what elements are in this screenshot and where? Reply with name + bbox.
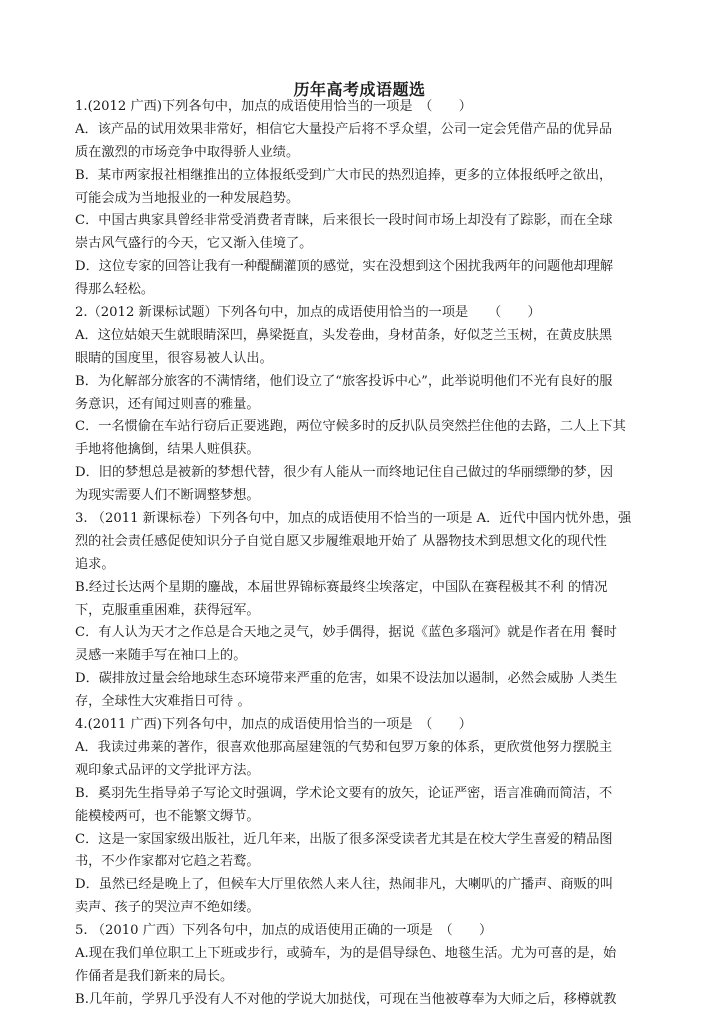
text-line: 存，全球性大灾难指日可待 。	[75, 694, 251, 710]
text-line: 质在激烈的市场竞争中取得骄人业绩。	[75, 144, 300, 160]
text-line: 3. （2011 新课标卷）下列各句中，加点的成语使用不恰当的一项是 A．近代中国内忧外患，强	[75, 511, 632, 527]
text-line: B．奚羽先生指导弟子写论文时强调，学术论文要有的放矢，论证严密，语言准确而简洁，不	[75, 785, 613, 801]
text-line: 崇古风气盛行的今天，它又渐入佳境了。	[75, 236, 313, 252]
text-line: 眼睛的国度里，很容易被人认出。	[75, 350, 273, 366]
text-line: 卖声、孩子的哭泣声不绝如缕。	[75, 900, 260, 916]
text-line: 下，克服重重困难，获得冠军。	[75, 602, 260, 618]
text-line: 务意识，还有闻过则喜的雅量。	[75, 396, 260, 412]
text-line: A.现在我们单位职工上下班或步行，或骑车，为的是倡导绿色、地毯生活。尤为可喜的是，始	[75, 945, 617, 961]
text-line: 能模棱两可，也不能繁文缛节。	[75, 808, 260, 824]
text-line: C．一名惯偷在车站行窃后正要逃跑，两位守候多时的反扒队员突然拦住他的去路，二人上下其	[75, 419, 626, 435]
text-line: B.几年前，学界几乎没有人不对他的学说大加挞伐，可现在当他被尊奉为大师之后，移樽就教	[75, 991, 617, 1007]
text-line: C．有人认为天才之作总是合天地之灵气，妙手偶得，据说《蓝色多瑙河》就是作者在用 餐时	[75, 625, 617, 641]
text-line: 观印象式品评的文学批评方法。	[75, 762, 260, 778]
text-line: 烈的社会责任感促使知识分子自觉自愿又步履维艰地开始了 从器物技术到思想文化的现代性	[75, 533, 607, 549]
text-line: C．中国古典家具曾经非常受消费者青睐，后来很长一段时间市场上却没有了踪影，而在全球	[75, 213, 613, 229]
text-line: 追求。	[75, 556, 115, 572]
text-line: A．这位姑娘天生就眼睛深凹，鼻梁挺直，头发卷曲，身材苗条，好似芝兰玉树，在黄皮肤黑	[75, 327, 613, 343]
text-line: D．旧的梦想总是被新的梦想代替，很少有人能从一而终地记住自己做过的华丽缥缈的梦，因	[75, 465, 614, 481]
text-line: D．这位专家的回答让我有一种醍醐灌顶的感觉，实在没想到这个困扰我两年的问题他却理解	[75, 259, 614, 275]
document-body	[75, 96, 651, 1012]
text-line: B．某市两家报社相继推出的立体报纸受到广大市民的热烈追捧，更多的立体报纸呼之欲出，	[75, 167, 613, 183]
text-line: 为现实需要人们不断调整梦想。	[75, 488, 260, 504]
text-line: 灵感一来随手写在袖口上的。	[75, 648, 247, 664]
text-line: A．我读过弗莱的著作，很喜欢他那高屋建瓴的气势和包罗万象的体系，更欣赏他努力摆脱主	[75, 739, 613, 755]
text-line: 得那么轻松。	[75, 282, 155, 298]
text-line: A．该产品的试用效果非常好，相信它大量投产后将不孚众望，公司一定会凭借产品的优异品	[75, 121, 613, 137]
text-line: 5. （2010 广西）下列各句中，加点的成语使用正确的一项是 （ ）	[75, 923, 493, 939]
text-line: 书，不少作家都对它趋之若鹜。	[75, 854, 260, 870]
text-line: 4.(2011 广西)下列各句中，加点的成语使用恰当的一项是 （ ）	[75, 717, 472, 733]
text-line: B.经过长达两个星期的鏖战，本届世界锦标赛最终尘埃落定，中国队在赛程极其不利 的情况	[75, 579, 608, 595]
text-line: 手地将他擒倒，结果人赃俱获。	[75, 442, 260, 458]
text-line: 可能会成为当地报业的一种发展趋势。	[75, 190, 300, 206]
text-line: 2.（2012 新课标试题）下列各句中，加点的成语使用恰当的一项是 （ ）	[75, 305, 541, 321]
text-line: D．虽然已经是晚上了，但候车大厅里依然人来人往，热闹非凡，大喇叭的广播声、商贩的叫	[75, 877, 614, 893]
text-line: B．为化解部分旅客的不满情绪，他们设立了“旅客投诉中心”，此举说明他们不光有良好的服	[75, 373, 613, 389]
text-line: D．碳排放过量会给地球生态环境带来严重的危害，如果不设法加以遏制，必然会威胁 人类生	[75, 671, 618, 687]
text-line: 作俑者是我们新来的局长。	[75, 968, 234, 984]
page-title: 历年高考成语题选	[293, 80, 426, 99]
text-line: 1.(2012 广西)下列各句中，加点的成语使用恰当的一项是 （ ）	[75, 99, 472, 114]
text-line: C．这是一家国家级出版社，近几年来，出版了很多深受读者尤其是在校大学生喜爱的精品图	[75, 831, 613, 847]
